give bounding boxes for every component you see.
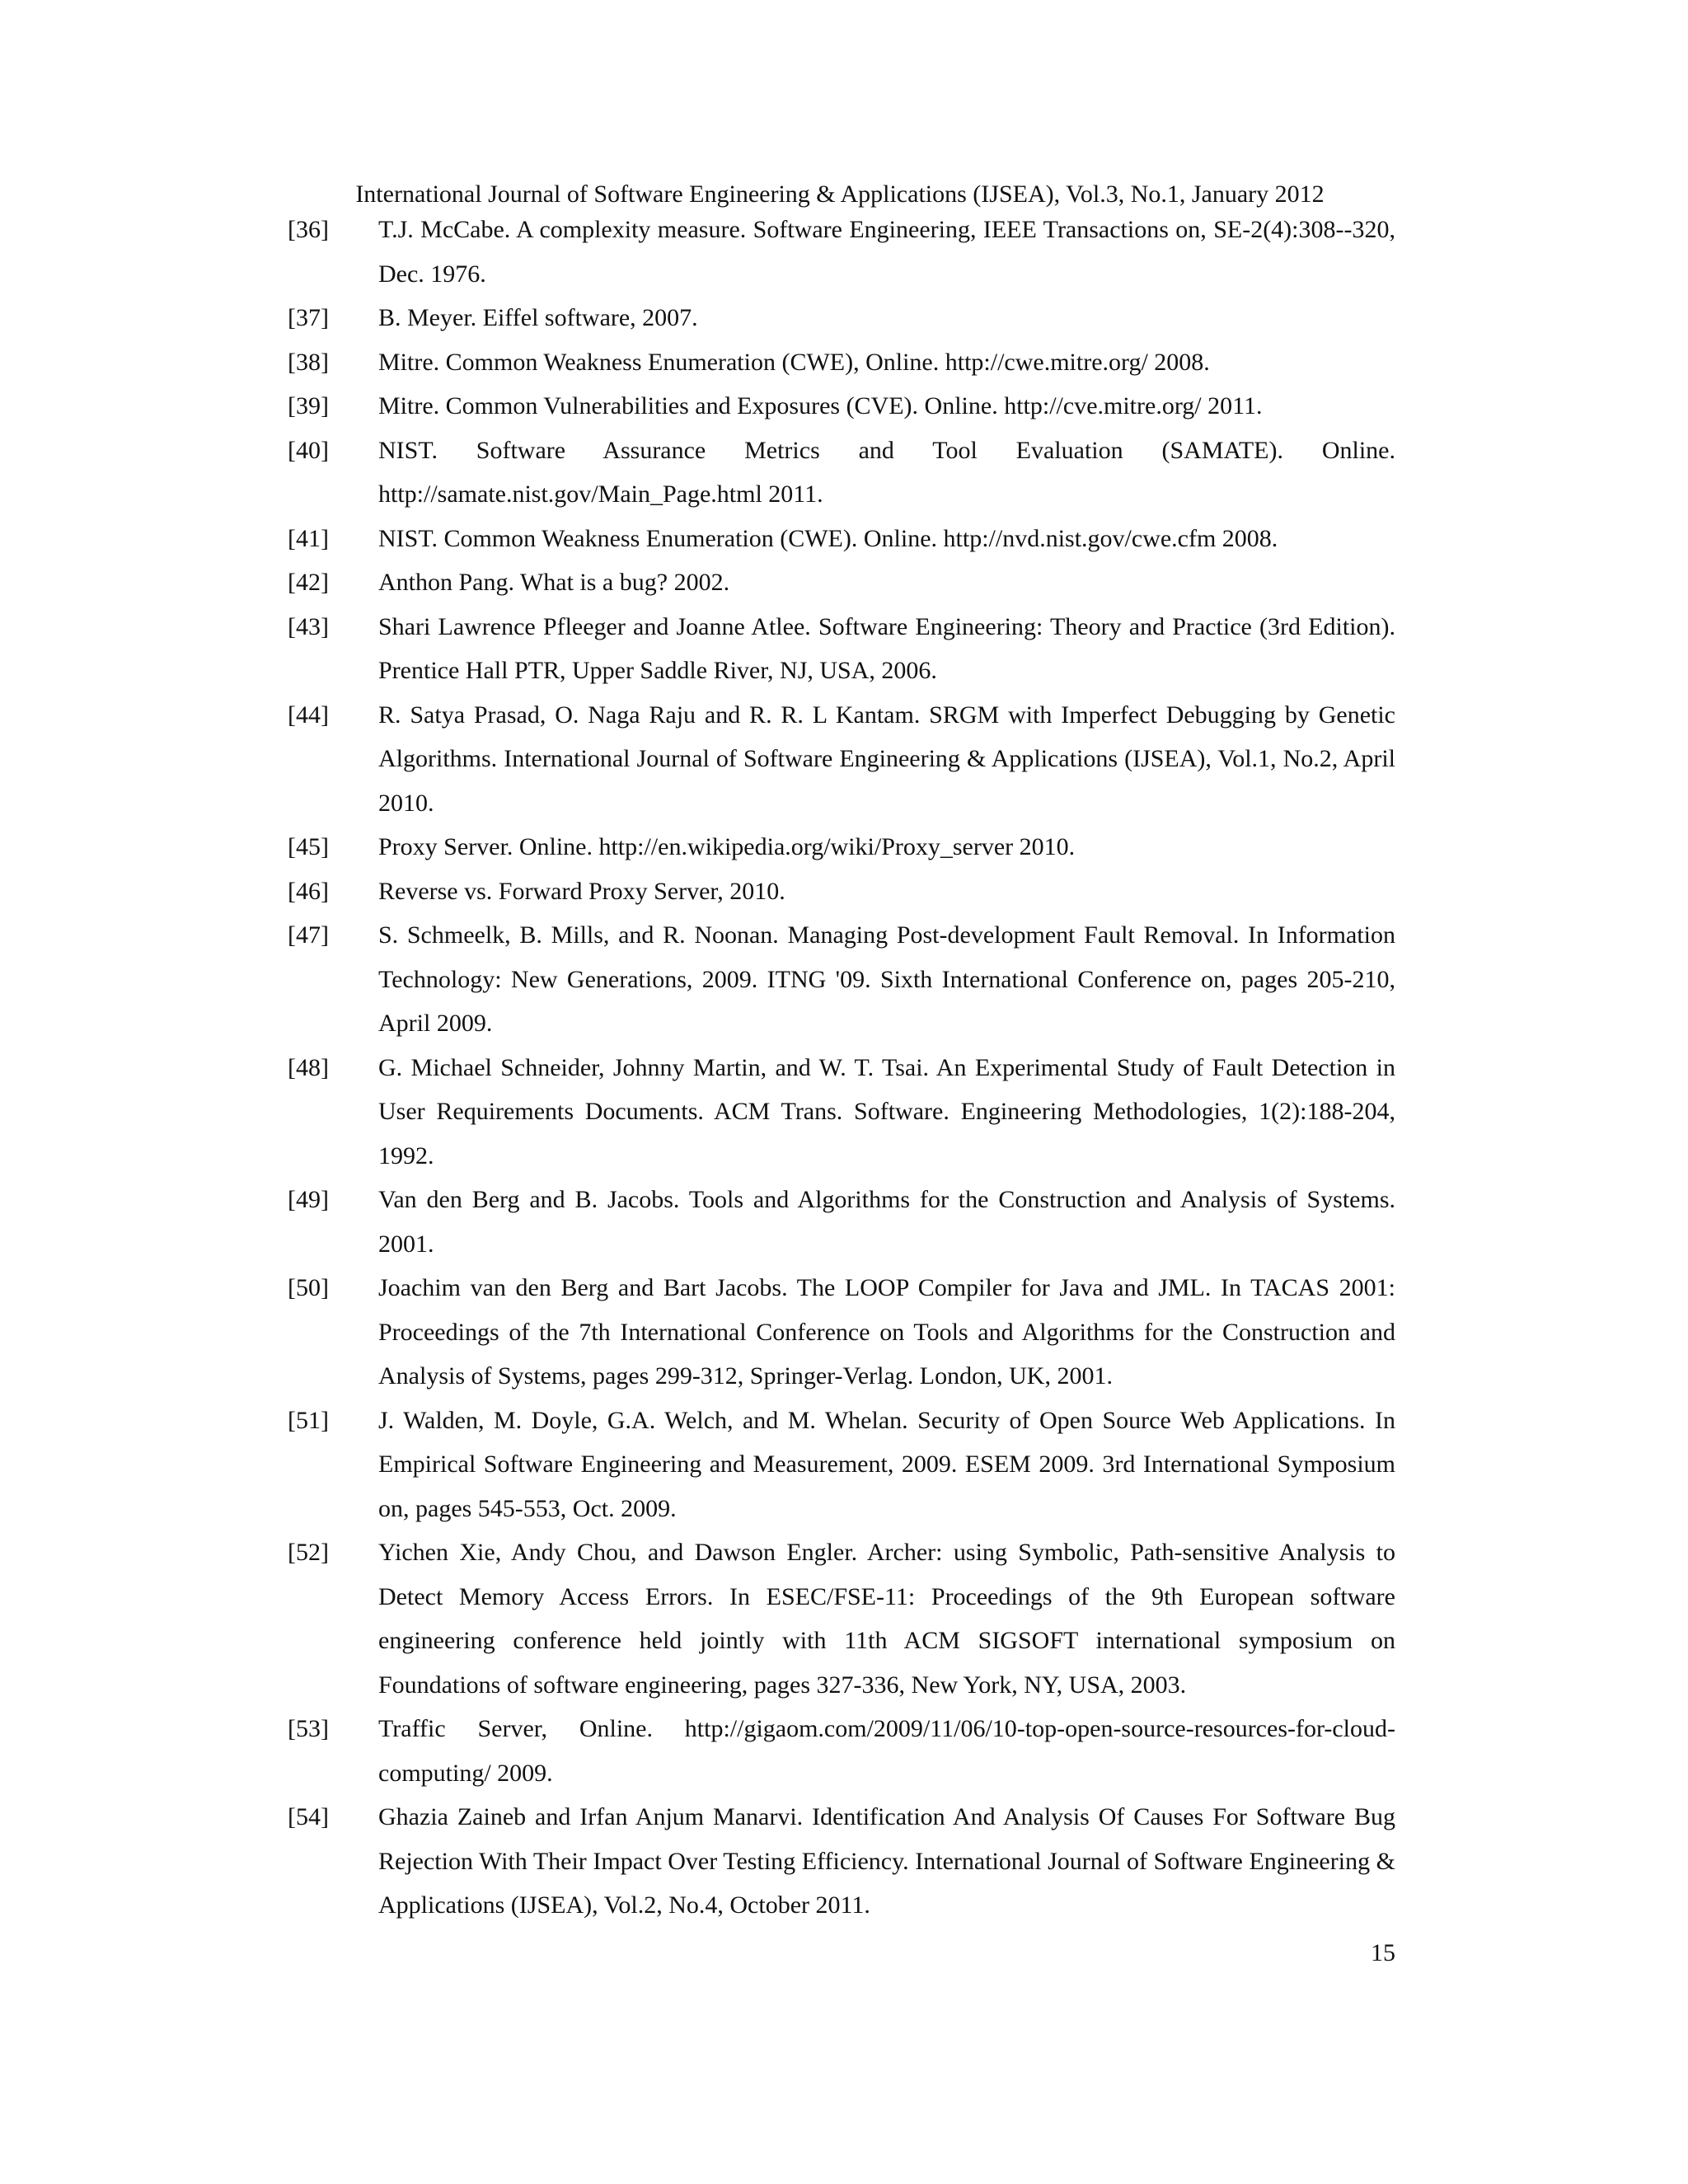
reference-text: T.J. McCabe. A complexity measure. Software Engineering, IEEE Transactions on, SE-2(4):308--320, Dec. 1976. — [378, 216, 1395, 288]
reference-text: Ghazia Zaineb and Irfan Anjum Manarvi. Identification And Analysis Of Causes For Software Bug Rejection With Their Impact Over Testing Efficiency. International Journal of Software Engineering & Applications (IJSEA), Vol.2, No.4, October 2011. — [378, 1803, 1395, 1919]
reference-number: [44] — [288, 701, 329, 729]
reference-text: Reverse vs. Forward Proxy Server, 2010. — [378, 877, 785, 905]
reference-text: S. Schmeelk, B. Mills, and R. Noonan. Managing Post-development Fault Removal. In Information Technology: New Generations, 2009. ITNG '09. Sixth International Conference on, pages 205-210, April 2009. — [378, 921, 1395, 1037]
reference-text: Yichen Xie, Andy Chou, and Dawson Engler. Archer: using Symbolic, Path-sensitive Analysis to Detect Memory Access Errors. In ESEC/FSE-11: Proceedings of the 9th European software engineering conference held jointly with 11th ACM SIGSOFT international symposium on Foundations of software engineering, pages 327-336, New York, NY, USA, 2003. — [378, 1539, 1395, 1699]
reference-text: Anthon Pang. What is a bug? 2002. — [378, 569, 730, 596]
reference-item — [288, 913, 1395, 1046]
reference-number: [47] — [288, 921, 329, 949]
reference-number: [45] — [288, 833, 329, 860]
reference-number: [53] — [288, 1715, 329, 1742]
reference-text: Van den Berg and B. Jacobs. Tools and Algorithms for the Construction and Analysis of Systems. 2001. — [378, 1186, 1395, 1258]
reference-number: [51] — [288, 1406, 329, 1434]
reference-text: J. Walden, M. Doyle, G.A. Welch, and M. Whelan. Security of Open Source Web Applications. In Empirical Software Engineering and Measurement, 2009. ESEM 2009. 3rd International Symposium on, pages 545-553, Oct. 2009. — [378, 1406, 1395, 1522]
reference-item — [288, 429, 1395, 517]
reference-item — [288, 1046, 1395, 1179]
reference-text: Proxy Server. Online. http://en.wikipedia.org/wiki/Proxy_server 2010. — [378, 833, 1076, 860]
reference-number: [39] — [288, 392, 329, 419]
reference-text: Mitre. Common Weakness Enumeration (CWE), Online. http://cwe.mitre.org/ 2008. — [378, 348, 1210, 376]
reference-text: Shari Lawrence Pfleeger and Joanne Atlee. Software Engineering: Theory and Practice (3rd Edition). Prentice Hall PTR, Upper Saddle River, NJ, USA, 2006. — [378, 612, 1395, 684]
page-number: 15 — [1371, 1939, 1395, 1966]
reference-text: NIST. Common Weakness Enumeration (CWE). Online. http://nvd.nist.gov/cwe.cfm 2008. — [378, 524, 1278, 552]
reference-number: [54] — [288, 1803, 329, 1830]
reference-number: [42] — [288, 569, 329, 596]
running-header: International Journal of Software Engineering & Applications (IJSEA), Vol.3, No.1, January 2012 — [355, 180, 1325, 208]
reference-item — [288, 1399, 1395, 1531]
reference-text: Mitre. Common Vulnerabilities and Exposures (CVE). Online. http://cve.mitre.org/ 2011. — [378, 392, 1263, 419]
reference-item — [288, 1795, 1395, 1928]
reference-number: [41] — [288, 524, 329, 552]
reference-list — [288, 208, 1395, 1928]
reference-text: B. Meyer. Eiffel software, 2007. — [378, 304, 698, 331]
reference-text: R. Satya Prasad, O. Naga Raju and R. R. L Kantam. SRGM with Imperfect Debugging by Genetic Algorithms. International Journal of Software Engineering & Applications (IJSEA), Vol.1, No.2, April 2010. — [378, 701, 1395, 817]
reference-number: [52] — [288, 1539, 329, 1566]
reference-item — [288, 296, 1395, 340]
reference-number: [36] — [288, 216, 329, 243]
reference-number: [40] — [288, 436, 329, 464]
reference-item — [288, 825, 1395, 869]
reference-item — [288, 517, 1395, 561]
reference-item — [288, 605, 1395, 693]
reference-item — [288, 1178, 1395, 1266]
reference-text: Traffic Server, Online. http://gigaom.com/2009/11/06/10-top-open-source-resources-for-cloud-computing/ 2009. — [378, 1715, 1395, 1787]
reference-item — [288, 1530, 1395, 1707]
reference-text: Joachim van den Berg and Bart Jacobs. The LOOP Compiler for Java and JML. In TACAS 2001: Proceedings of the 7th International Conference on Tools and Algorithms for the Construction and Analysis of Systems, pages 299-312, Springer-Verlag. London, UK, 2001. — [378, 1274, 1395, 1390]
reference-item — [288, 693, 1395, 826]
reference-item — [288, 340, 1395, 385]
reference-number: [46] — [288, 877, 329, 905]
reference-number: [37] — [288, 304, 329, 331]
reference-item — [288, 560, 1395, 605]
reference-item — [288, 208, 1395, 296]
reference-number: [49] — [288, 1186, 329, 1213]
reference-item — [288, 1266, 1395, 1399]
reference-item — [288, 1707, 1395, 1795]
reference-number: [38] — [288, 348, 329, 376]
reference-item — [288, 869, 1395, 914]
reference-number: [48] — [288, 1053, 329, 1081]
reference-item — [288, 384, 1395, 429]
reference-number: [43] — [288, 612, 329, 640]
reference-text: G. Michael Schneider, Johnny Martin, and W. T. Tsai. An Experimental Study of Fault Detection in User Requirements Documents. ACM Trans. Software. Engineering Methodologies, 1(2):188-204, 1992. — [378, 1053, 1395, 1169]
reference-number: [50] — [288, 1274, 329, 1301]
reference-text: NIST. Software Assurance Metrics and Tool Evaluation (SAMATE). Online. http://samate.nist.gov/Main_Page.html 2011. — [378, 436, 1395, 508]
